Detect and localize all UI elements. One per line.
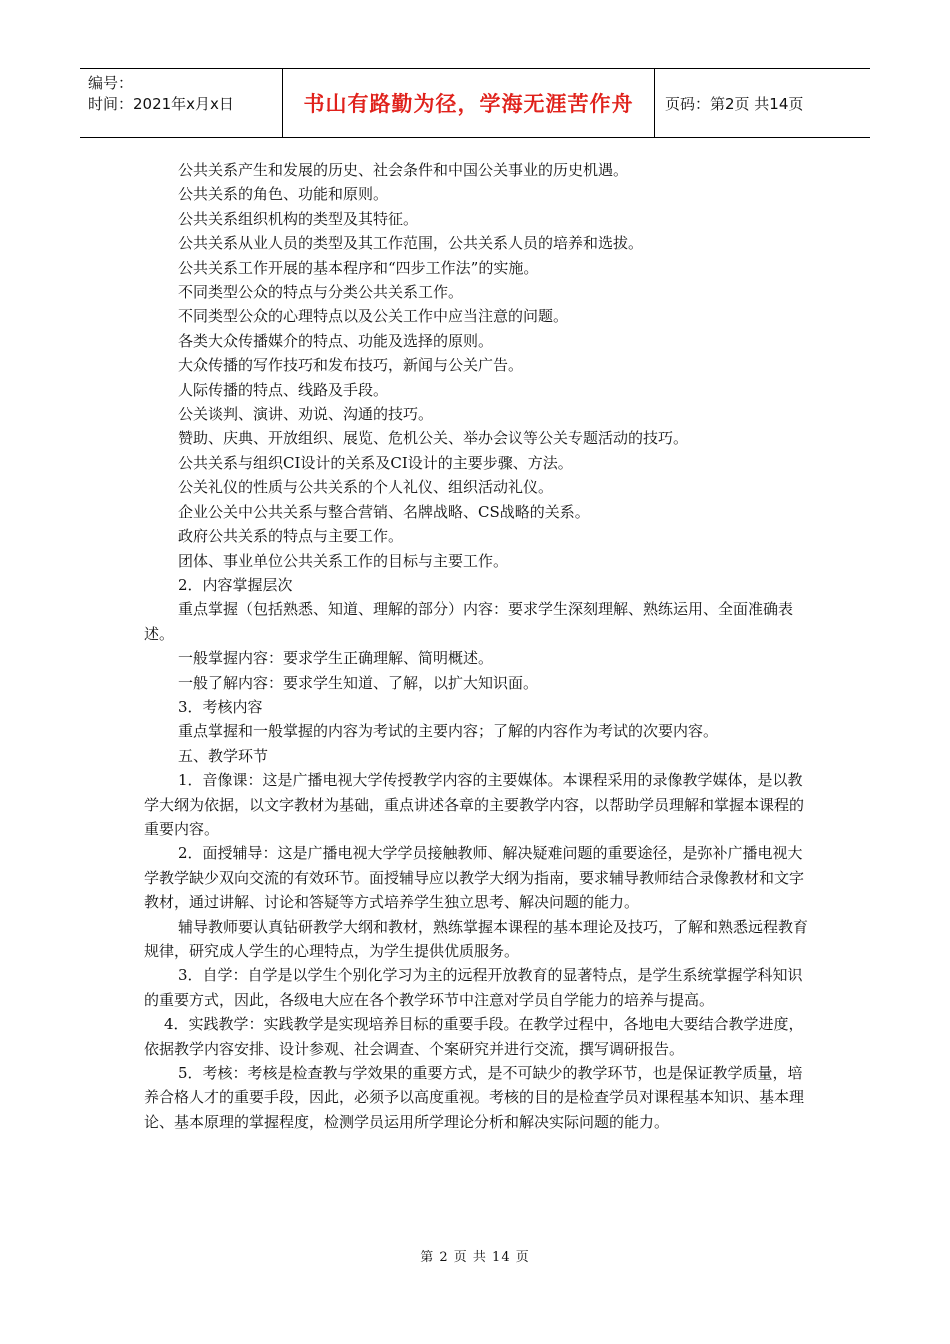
topic-line: 公共关系从业人员的类型及其工作范围，公共关系人员的培养和选拔。 — [178, 234, 644, 253]
paragraph: 辅导教师要认真钻研教学大纲和教材，熟练掌握本课程的基本理论及技巧，了解和熟悉远程教育规律，研究成人学生的心理特点，为学生提供优质服务。 — [144, 917, 809, 960]
header-meta — [80, 69, 283, 137]
topic-line: 企业公关中公共关系与整合营销、名牌战略、CS战略的关系。 — [178, 502, 590, 521]
header-page-code: 页码：第2页 共14页 — [665, 94, 804, 113]
page-header — [80, 68, 870, 138]
paragraph: 5．考核：考核是检查教与学效果的重要方式，是不可缺少的教学环节，也是保证教学质量，培养合格人才的重要手段，因此，必须予以高度重视。考核的目的是检查学员对课程基本知识、基本理论、基本原理的掌握程度，检测学员运用所学理论分析和解决实际问题的能力。 — [144, 1064, 805, 1131]
topic-line: 不同类型公众的心理特点以及公关工作中应当注意的问题。 — [178, 307, 569, 326]
topic-line: 人际传播的特点、线路及手段。 — [178, 380, 389, 399]
topic-line: 大众传播的写作技巧和发布技巧，新闻与公关广告。 — [178, 356, 524, 375]
topic-line: 公关礼仪的性质与公共关系的个人礼仪、组织活动礼仪。 — [178, 478, 554, 497]
document-body — [144, 158, 814, 1134]
page-footer: 第 2 页 共 14 页 — [420, 1250, 530, 1265]
topic-line: 团体、事业单位公共关系工作的目标与主要工作。 — [178, 551, 509, 570]
topic-line: 政府公共关系的特点与主要工作。 — [178, 527, 404, 546]
section-heading: 五、教学环节 — [178, 746, 269, 765]
topic-line: 赞助、庆典、开放组织、展览、危机公关、举办会议等公关专题活动的技巧。 — [178, 429, 689, 448]
paragraph: 2．面授辅导：这是广播电视大学学员接触教师、解决疑难问题的重要途径，是弥补广播电视大学教学缺少双向交流的有效环节。面授辅导应以教学大纲为指南，要求辅导教师结合录像教材和文字教材，通过讲解、讨论和答疑等方式培养学生独立思考、解决问题的能力。 — [144, 844, 805, 912]
section-heading: 3．考核内容 — [178, 697, 263, 716]
section-heading: 2．内容掌握层次 — [178, 575, 293, 594]
topic-line: 公关谈判、演讲、劝说、沟通的技巧。 — [178, 405, 434, 424]
document-number: 编号： — [88, 74, 134, 92]
topic-line: 公共关系的角色、功能和原则。 — [178, 185, 389, 204]
topic-line: 公共关系产生和发展的历史、社会条件和中国公关事业的历史机遇。 — [178, 161, 629, 179]
paragraph: 一般掌握内容：要求学生正确理解、简明概述。 — [178, 649, 494, 668]
paragraph: 3．自学：自学是以学生个别化学习为主的远程开放教育的显著特点，是学生系统掌握学科知识的重要方式，因此，各级电大应在各个教学环节中注意对学员自学能力的培养与提高。 — [144, 966, 803, 1009]
paragraph: 重点掌握（包括熟悉、知道、理解的部分）内容：要求学生深刻理解、熟练运用、全面准确表述。 — [144, 600, 794, 643]
paragraph: 1．音像课：这是广播电视大学传授教学内容的主要媒体。本课程采用的录像教学媒体，是以教学大纲为依据，以文字教材为基础，重点讲述各章的主要教学内容，以帮助学员理解和掌握本课程的重要内容。 — [144, 771, 805, 838]
topic-line: 公共关系与组织CI设计的关系及CI设计的主要步骤、方法。 — [178, 453, 573, 472]
topic-line: 各类大众传播媒介的特点、功能及选择的原则。 — [178, 331, 494, 350]
header-motto: 书山有路勤为径，学海无涯苦作舟 — [283, 69, 655, 137]
topic-line: 公共关系组织机构的类型及其特征。 — [178, 209, 419, 228]
paragraph: 一般了解内容：要求学生知道、了解，以扩大知识面。 — [178, 673, 539, 692]
topic-line: 公共关系工作开展的基本程序和“四步工作法”的实施。 — [178, 258, 539, 277]
document-time: 时间：2021年x月x日 — [88, 95, 234, 113]
paragraph: 4．实践教学：实践教学是实现培养目标的重要手段。在教学过程中，各地电大要结合教学进度，依据教学内容安排、设计参观、社会调查、个案研究并进行交流，撰写调研报告。 — [144, 1015, 804, 1058]
topic-line: 不同类型公众的特点与分类公共关系工作。 — [178, 283, 464, 302]
paragraph: 重点掌握和一般掌握的内容为考试的主要内容；了解的内容作为考试的次要内容。 — [178, 722, 719, 741]
